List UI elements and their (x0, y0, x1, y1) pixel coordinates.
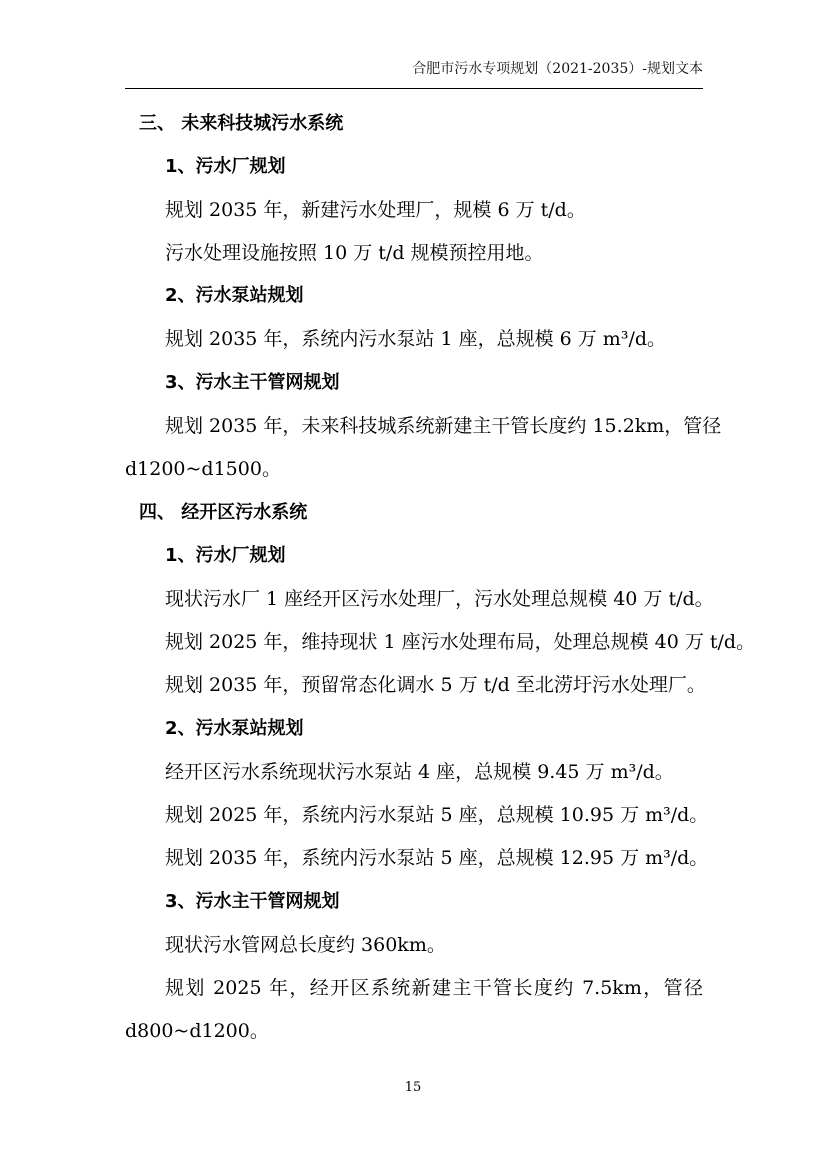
paragraph-4-3-1: 现状污水管网总长度约 360km。 (165, 934, 446, 956)
subsection-title-3-1: 1、污水厂规划 (165, 156, 286, 177)
paragraph-3-1-2: 污水处理设施按照 10 万 t/d 规模预控用地。 (165, 242, 544, 264)
subsection-title-4-2: 2、污水泵站规划 (165, 718, 304, 739)
paragraph-4-3-2-line1: 规划 2025 年，经开区系统新建主干管长度约 7.5km，管径 (165, 977, 703, 999)
paragraph-4-2-3: 规划 2035 年，系统内污水泵站 5 座，总规模 12.95 万 m³/d。 (165, 847, 709, 869)
section-title-4: 四、 经开区污水系统 (139, 502, 308, 523)
page-number: 15 (404, 1080, 422, 1095)
paragraph-3-3-1-line1: 规划 2035 年，未来科技城系统新建主干管长度约 15.2km，管径 (165, 415, 722, 437)
paragraph-4-2-2: 规划 2025 年，系统内污水泵站 5 座，总规模 10.95 万 m³/d。 (165, 804, 709, 826)
paragraph-3-1-1: 规划 2035 年，新建污水处理厂，规模 6 万 t/d。 (165, 199, 586, 221)
paragraph-4-2-1: 经开区污水系统现状污水泵站 4 座，总规模 9.45 万 m³/d。 (165, 761, 674, 783)
paragraph-3-3-1-line2: d1200~d1500。 (125, 458, 281, 480)
running-header: 合肥市污水专项规划（2021-2035）-规划文本 (412, 61, 703, 77)
paragraph-3-2-1: 规划 2035 年，系统内污水泵站 1 座，总规模 6 万 m³/d。 (165, 328, 667, 350)
subsection-title-3-2: 2、污水泵站规划 (165, 285, 304, 306)
section-title-3: 三、 未来科技城污水系统 (139, 113, 344, 134)
paragraph-4-1-1: 现状污水厂 1 座经开区污水处理厂，污水处理总规模 40 万 t/d。 (165, 588, 714, 610)
paragraph-4-3-2-line2: d800~d1200。 (125, 1020, 269, 1042)
subsection-title-4-3: 3、污水主干管网规划 (165, 891, 340, 912)
header-divider (125, 88, 703, 89)
paragraph-4-1-3: 规划 2035 年，预留常态化调水 5 万 t/d 至北涝圩污水处理厂。 (165, 674, 706, 696)
subsection-title-3-3: 3、污水主干管网规划 (165, 372, 340, 393)
subsection-title-4-1: 1、污水厂规划 (165, 545, 286, 566)
paragraph-4-1-2: 规划 2025 年，维持现状 1 座污水处理布局，处理总规模 40 万 t/d。 (165, 631, 756, 653)
